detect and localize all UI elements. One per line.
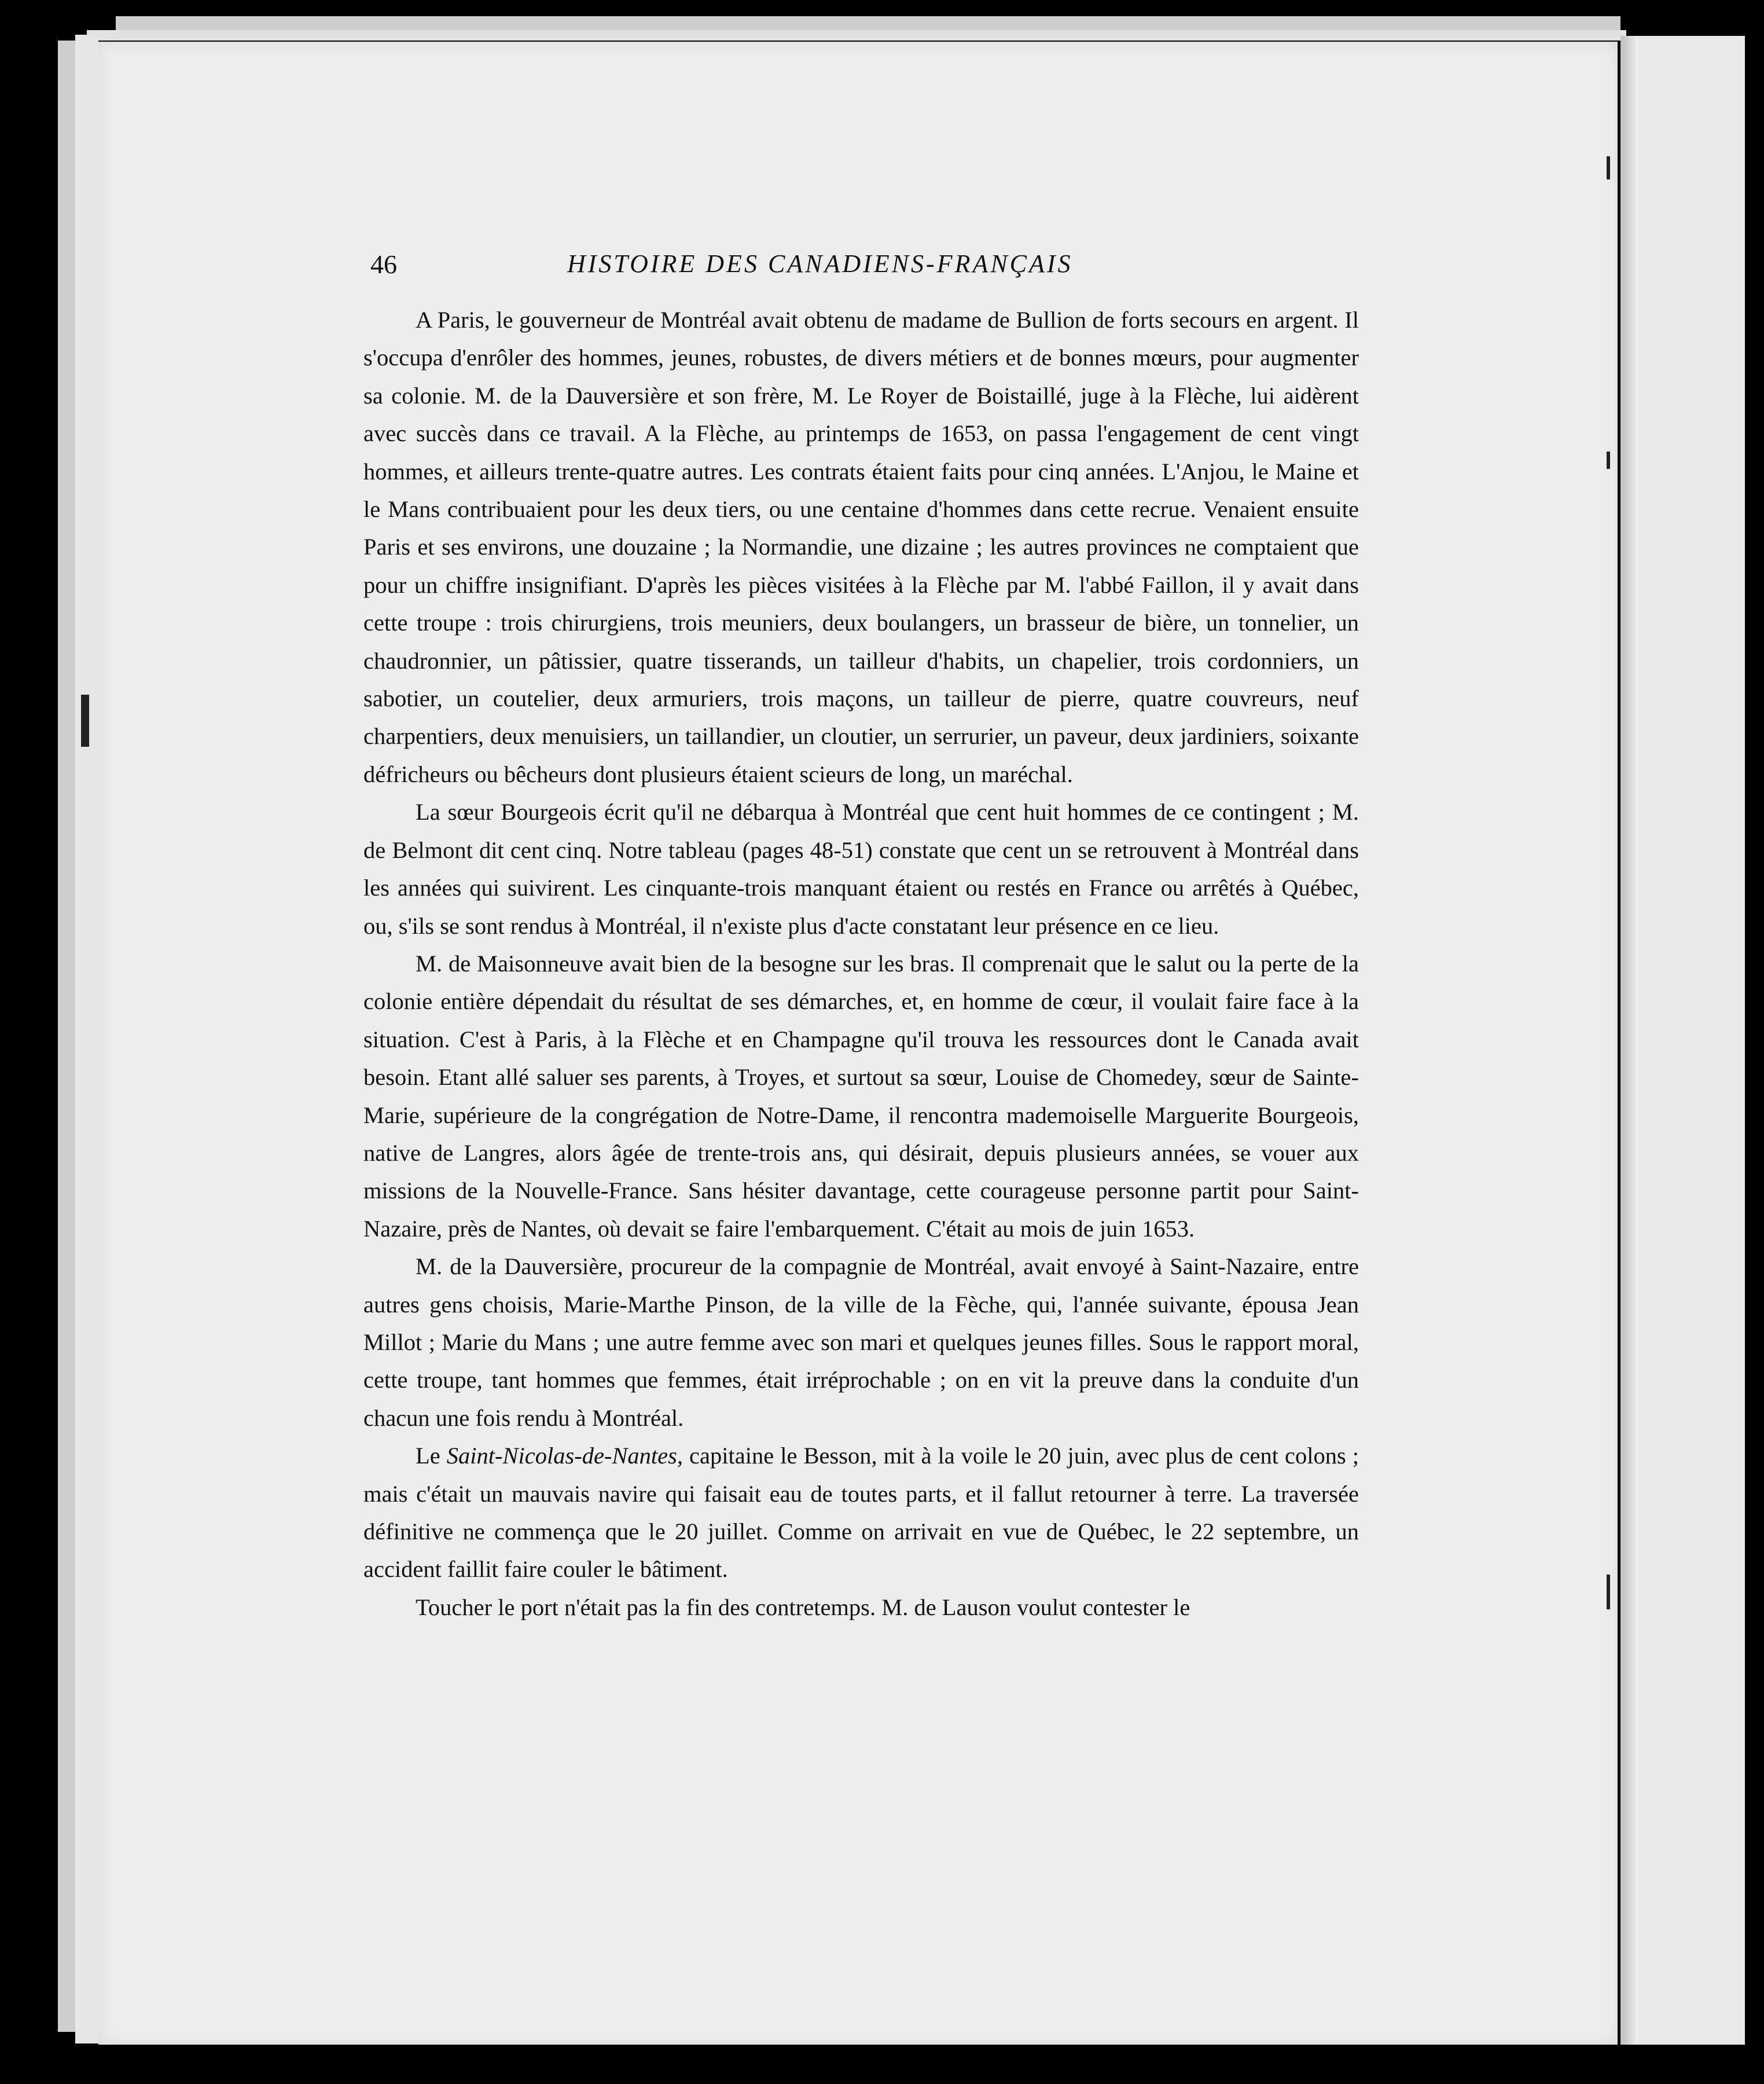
paragraph: M. de la Dauversière, procureur de la compagnie de Montréal, avait envoyé à Saint-Nazaire, entre autres gens choisis, Marie-Marthe Pinson, de la ville de la Fèche, qui, l'année suivante, épousa Jean Millot ; Marie du Mans ; une autre femme avec son mari et quelques jeunes filles. Sous le rapport moral, cette troupe, tant hommes que femmes, était irréprochable ; on en vit la preuve dans la conduite d'un chacun une fois rendu à Montréal. [363, 1253, 1359, 1431]
page-edge [116, 16, 1620, 30]
scan-mark [1607, 452, 1610, 469]
paragraph: A Paris, le gouverneur de Montréal avait obtenu de madame de Bullion de forts secours en argent. Il s'occupa d'enrôler des hommes, jeunes, robustes, de divers métiers et de bonnes mœurs, pour augmenter sa colonie. M. de la Dauversière et son frère, M. Le Royer de Boistaillé, juge à la Flèche, lui aidèrent avec succès dans ce travail. A la Flèche, au printemps de 1653, on passa l'engagement de cent vingt hommes, et ailleurs trente-quatre autres. Les contrats étaient faits pour cinq années. L'Anjou, le Maine et le Mans contribuaient pour les deux tiers, ou une centaine d'hommes dans cette recrue. Venaient ensuite Paris et ses environs, une douzaine ; la Normandie, une dizaine ; les autres provinces ne comptaient que pour un chiffre insignifiant. D'après les pièces visitées à la Flèche par M. l'abbé Faillon, il y avait dans cette troupe : trois chirurgiens, trois meuniers, deux boulangers, un brasseur de bière, un tonnelier, un chaudronnier, un pâtissier, quatre tisserands, un tailleur d'habits, un chapelier, trois cordonniers, un sabotier, un coutelier, deux armuriers, trois maçons, un tailleur de pierre, quatre couvreurs, neuf charpentiers, deux menuisiers, un taillandier, un cloutier, un serrurier, un paveur, deux jardiniers, soixante défricheurs ou bêcheurs dont plusieurs étaient scieurs de long, un maréchal. [363, 307, 1359, 787]
paragraph: La sœur Bourgeois écrit qu'il ne débarqua à Montréal que cent huit hommes de ce contingent ; M. de Belmont dit cent cinq. Notre tableau (pages 48-51) constate que cent un se retrouvent à Montréal dans les années qui suivirent. Les cinquante-trois manquant étaient ou restés en France ou arrêtés à Québec, ou, s'ils se sont rendus à Montréal, il n'existe plus d'acte constatant leur présence en ce lieu. [363, 799, 1359, 939]
page-edge [87, 30, 1626, 41]
page-edge [75, 35, 98, 2043]
paragraph-lead: Le [416, 1443, 447, 1469]
scan-mark [1607, 1575, 1610, 1609]
paragraph [363, 1437, 1359, 1588]
scan-mark [81, 695, 89, 747]
running-title: HISTOIRE DES CANADIENS-FRANÇAIS [567, 250, 1073, 278]
ship-name: Saint-Nicolas-de-Nantes, [446, 1443, 683, 1469]
scan-mark [1607, 156, 1610, 179]
page-header [370, 249, 1377, 295]
paragraph: M. de Maisonneuve avait bien de la besogne sur les bras. Il comprenait que le salut ou la perte de la colonie entière dépendait du résultat de ses démarches, et, en homme de cœur, il voulait faire face à la situation. C'est à Paris, à la Flèche et en Champagne qu'il trouva les ressources dont le Canada avait besoin. Etant allé saluer ses parents, à Troyes, et surtout sa sœur, Louise de Chomedey, sœur de Sainte-Marie, supérieure de la congrégation de Notre-Dame, il rencontra mademoiselle Marguerite Bourgeois, native de Langres, alors âgée de trente-trois ans, qui désirait, depuis plusieurs années, se vouer aux missions de la Nouvelle-France. Sans hésiter davantage, cette courageuse personne partit pour Saint-Nazaire, près de Nantes, où devait se faire l'embarquement. C'était au mois de juin 1653. [363, 950, 1359, 1242]
facing-page [1638, 36, 1745, 2045]
paragraph-rest: capitaine le Besson, mit à la voile le 20 juin, avec plus de cent colons ; mais c'était un mauvais navire qui faisait eau de toutes parts, et il fallut retourner à terre. La traversée définitive ne commença que le 20 juillet. Comme on arrivait en vue de Québec, le 22 septembre, un accident faillit faire couler le bâtiment. [363, 1443, 1359, 1583]
paragraph: Toucher le port n'était pas la fin des contretemps. M. de Lauson voulut contester le [416, 1594, 1190, 1620]
page-fold [1620, 36, 1638, 2045]
page-number: 46 [370, 250, 397, 279]
body-text [363, 301, 1359, 1626]
page-edge [58, 41, 75, 2032]
